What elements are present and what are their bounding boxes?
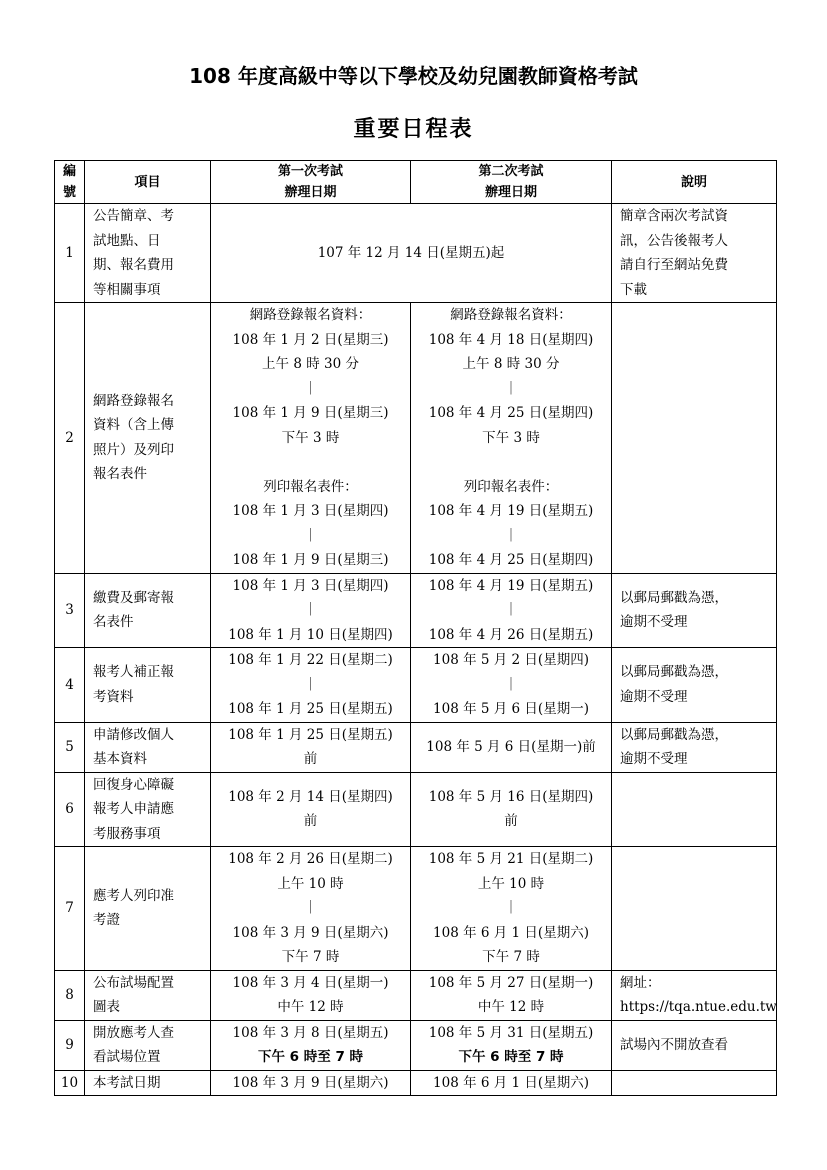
cell-line: 看試場位置	[93, 1049, 161, 1065]
row-exam1-date	[211, 722, 411, 772]
cell-line: 108 年 4 月 25 日(星期四)	[428, 405, 594, 421]
cell-line: 108 年 4 月 25 日(星期四)	[428, 552, 594, 568]
row-number	[55, 1070, 85, 1096]
cell-line: 4	[65, 676, 74, 693]
row-note	[612, 204, 777, 303]
cell-line: 報考人補正報	[93, 664, 174, 681]
cell-line: 7	[65, 900, 74, 916]
table-row	[55, 847, 777, 971]
row-exam1-date	[211, 847, 411, 971]
cell-line: 108 年 1 月 3 日(星期四)	[232, 503, 389, 519]
cell-line: 108 年 5 月 6 日(星期一)前	[426, 738, 596, 755]
cell-line: 108 年 1 月 2 日(星期三)	[232, 331, 389, 348]
row-note	[612, 303, 777, 574]
cell-line: 名表件	[93, 614, 134, 631]
row-exam1-date	[211, 970, 411, 1020]
row-exam2-date	[411, 303, 612, 574]
cell-line: 網址：	[620, 974, 661, 991]
table-row	[55, 1070, 777, 1096]
cell-line: 回復身心障礙	[93, 776, 174, 793]
row-note	[612, 1070, 777, 1096]
cell-line: ｜	[504, 676, 518, 693]
cell-line: 試場內不開放查看	[620, 1036, 728, 1053]
cell-line: 108 年 5 月 27 日(星期一)	[428, 974, 594, 991]
row-exam2-date	[411, 722, 612, 772]
cell-line: ｜	[504, 380, 518, 397]
cell-line: 108 年 5 月 31 日(星期五)	[428, 1024, 594, 1041]
cell-line: 上午 10 時	[277, 875, 344, 892]
row-number	[55, 204, 85, 303]
cell-line: 6	[65, 801, 74, 817]
cell-line: 下午 3 時	[281, 429, 340, 446]
cell-line: 1	[65, 244, 74, 261]
cell-line: 請自行至網站免費	[620, 257, 728, 273]
cell-line: 逾期不受理	[620, 751, 688, 767]
header-exam2: 第二次考試 辦理日期	[411, 161, 612, 204]
cell-line: 網路登錄報名資料：	[249, 307, 372, 323]
row-item	[85, 204, 211, 303]
row-exam1-date	[211, 1070, 411, 1096]
cell-line: 以郵局郵戳為憑，	[620, 589, 728, 606]
cell-line: 中午 12 時	[277, 999, 344, 1015]
row-exam2-date	[411, 1070, 612, 1096]
cell-line: 考服務事項	[93, 825, 161, 842]
table-row	[55, 970, 777, 1020]
cell-line: 108 年 1 月 22 日(星期二)	[228, 652, 393, 668]
cell-line: ｜	[303, 380, 318, 397]
cell-line: 試地點、日	[93, 232, 161, 249]
cell-line: 資料（含上傳	[93, 417, 174, 434]
cell-line: 申請修改個人	[93, 726, 174, 743]
row-number	[55, 847, 85, 971]
row-item	[85, 1020, 211, 1070]
cell-line: 108 年 1 月 25 日(星期五)	[228, 701, 393, 717]
cell-line: 下午 7 時	[281, 949, 340, 965]
row-item	[85, 648, 211, 723]
row-note	[612, 648, 777, 723]
cell-line: 3	[65, 602, 74, 618]
row-exam1-date	[211, 648, 411, 723]
row-item	[85, 722, 211, 772]
row-item	[85, 847, 211, 971]
cell-line: 108 年 6 月 1 日(星期六)	[433, 1074, 589, 1091]
document-title: 108 年度高級中等以下學校及幼兒園教師資格考試	[189, 64, 638, 88]
row-note	[612, 847, 777, 971]
row-item	[85, 303, 211, 574]
cell-line: 108 年 2 月 26 日(星期二)	[228, 851, 393, 867]
cell-line: 考資料	[93, 688, 134, 705]
cell-line: 開放應考人查	[93, 1024, 174, 1041]
row-number	[55, 1020, 85, 1070]
cell-line: 108 年 3 月 9 日(星期六)	[232, 1074, 389, 1091]
cell-line: ｜	[303, 602, 318, 618]
cell-line: 網路登錄報名	[93, 392, 174, 409]
row-note	[612, 1020, 777, 1070]
cell-line-bold: 下午 6 時至 7 時	[257, 1049, 364, 1065]
cell-line-bold: 下午 6 時至 7 時	[458, 1049, 564, 1065]
row-merged-date	[211, 204, 612, 303]
cell-line: 108 年 1 月 10 日(星期四)	[228, 626, 393, 643]
cell-line: 108 年 4 月 26 日(星期五)	[428, 626, 594, 643]
row-note	[612, 772, 777, 847]
cell-line: 108 年 3 月 4 日(星期一)	[232, 974, 389, 991]
cell-line: 以郵局郵戳為憑，	[620, 664, 728, 681]
cell-line: 繳費及郵寄報	[93, 589, 174, 606]
cell-line: 上午 8 時 30 分	[262, 356, 359, 372]
cell-line: 10	[60, 1074, 79, 1091]
cell-line: 前	[303, 813, 318, 830]
cell-line: 中午 12 時	[477, 999, 545, 1015]
cell-line: 2	[65, 429, 74, 446]
cell-line: 下午 7 時	[482, 949, 540, 965]
header-note: 說明	[612, 161, 777, 204]
cell-line: 108 年 4 月 18 日(星期四)	[428, 331, 594, 348]
cell-line	[413, 450, 609, 475]
cell-line: 網路登錄報名資料：	[450, 307, 572, 323]
cell-line: 考證	[93, 912, 120, 929]
cell-line: 公告簡章、考	[93, 208, 174, 224]
row-number	[55, 970, 85, 1020]
row-exam2-date	[411, 970, 612, 1020]
cell-line: 108 年 6 月 1 日(星期六)	[433, 924, 589, 941]
cell-line: 108 年 5 月 6 日(星期一)	[433, 701, 589, 717]
row-note	[612, 573, 777, 648]
row-exam2-date	[411, 573, 612, 648]
cell-line: 列印報名表件：	[463, 478, 559, 495]
cell-line: ｜	[504, 900, 518, 916]
row-exam1-date	[211, 772, 411, 847]
header-row	[55, 161, 777, 204]
cell-line: 108 年 5 月 2 日(星期四)	[433, 652, 589, 668]
cell-line: 108 年 4 月 19 日(星期五)	[428, 503, 594, 519]
cell-line: 108 年 3 月 8 日(星期五)	[232, 1024, 389, 1041]
row-note	[612, 970, 777, 1020]
table-row	[55, 772, 777, 847]
cell-line: 上午 8 時 30 分	[462, 356, 560, 372]
cell-line: 等相關事項	[93, 281, 161, 298]
cell-line: 前	[504, 813, 518, 830]
cell-line: 應考人列印准	[93, 887, 174, 904]
row-exam1-date	[211, 303, 411, 574]
cell-line: 108 年 4 月 19 日(星期五)	[428, 577, 594, 594]
cell-line: 報考人申請應	[93, 801, 174, 817]
header-item: 項目	[85, 161, 211, 204]
cell-line: 報名表件	[93, 466, 147, 483]
table-row	[55, 1020, 777, 1070]
row-number	[55, 303, 85, 574]
cell-line: 108 年 5 月 16 日(星期四)	[428, 788, 594, 805]
cell-line: 108 年 2 月 14 日(星期四)	[228, 788, 393, 805]
schedule-table	[54, 160, 777, 1096]
cell-line: ｜	[504, 527, 518, 544]
cell-line: 108 年 1 月 3 日(星期四)	[232, 577, 389, 594]
cell-line: 108 年 1 月 25 日(星期五)	[228, 726, 393, 743]
row-number	[55, 722, 85, 772]
cell-line: 下午 3 時	[482, 429, 540, 446]
cell-line: ｜	[303, 900, 318, 916]
cell-line: ｜	[504, 602, 518, 618]
cell-line: 逾期不受理	[620, 688, 688, 705]
schedule-body	[55, 204, 777, 1096]
row-item	[85, 1070, 211, 1096]
row-number	[55, 648, 85, 723]
cell-line: 108 年 1 月 9 日(星期三)	[232, 552, 389, 568]
table-row	[55, 204, 777, 303]
table-row	[55, 573, 777, 648]
cell-line: ｜	[303, 676, 318, 693]
cell-line: 上午 10 時	[477, 875, 545, 892]
cell-line: 以郵局郵戳為憑，	[620, 726, 728, 743]
row-exam2-date	[411, 772, 612, 847]
row-exam1-date	[211, 1020, 411, 1070]
cell-line: 期、報名費用	[93, 257, 174, 273]
cell-line: 下載	[620, 281, 647, 298]
cell-line: 8	[65, 986, 74, 1003]
row-item	[85, 970, 211, 1020]
row-exam2-date	[411, 648, 612, 723]
cell-line: 訊，公告後報考人	[620, 232, 728, 249]
row-exam1-date	[211, 573, 411, 648]
row-exam2-date	[411, 847, 612, 971]
table-row	[55, 722, 777, 772]
cell-line	[213, 450, 408, 475]
cell-line: 簡章含兩次考試資	[620, 208, 728, 224]
cell-line: 5	[65, 738, 74, 755]
row-note	[612, 722, 777, 772]
cell-line: https://tqa.ntue.edu.tw	[620, 999, 777, 1015]
cell-line: 公布試場配置	[93, 974, 174, 991]
cell-line: 108 年 1 月 9 日(星期三)	[232, 405, 389, 421]
document-subtitle: 重要日程表	[353, 117, 474, 142]
cell-line: 本考試日期	[93, 1074, 161, 1091]
table-row	[55, 648, 777, 723]
table-row	[55, 303, 777, 574]
cell-line: ｜	[303, 527, 318, 544]
row-number	[55, 573, 85, 648]
cell-line: 前	[303, 751, 318, 767]
header-no: 編 號	[55, 161, 85, 204]
row-item	[85, 573, 211, 648]
row-number	[55, 772, 85, 847]
cell-line: 照片）及列印	[93, 441, 174, 458]
cell-line: 9	[65, 1036, 74, 1053]
cell-line: 107 年 12 月 14 日(星期五)起	[317, 244, 505, 261]
header-exam1: 第一次考試 辦理日期	[211, 161, 411, 204]
cell-line: 逾期不受理	[620, 614, 688, 631]
cell-line: 列印報名表件：	[263, 478, 358, 495]
cell-line: 108 年 3 月 9 日(星期六)	[232, 924, 389, 941]
cell-line: 圖表	[93, 999, 120, 1015]
cell-line: 基本資料	[93, 751, 147, 767]
row-item	[85, 772, 211, 847]
row-exam2-date	[411, 1020, 612, 1070]
cell-line: 108 年 5 月 21 日(星期二)	[428, 851, 594, 867]
